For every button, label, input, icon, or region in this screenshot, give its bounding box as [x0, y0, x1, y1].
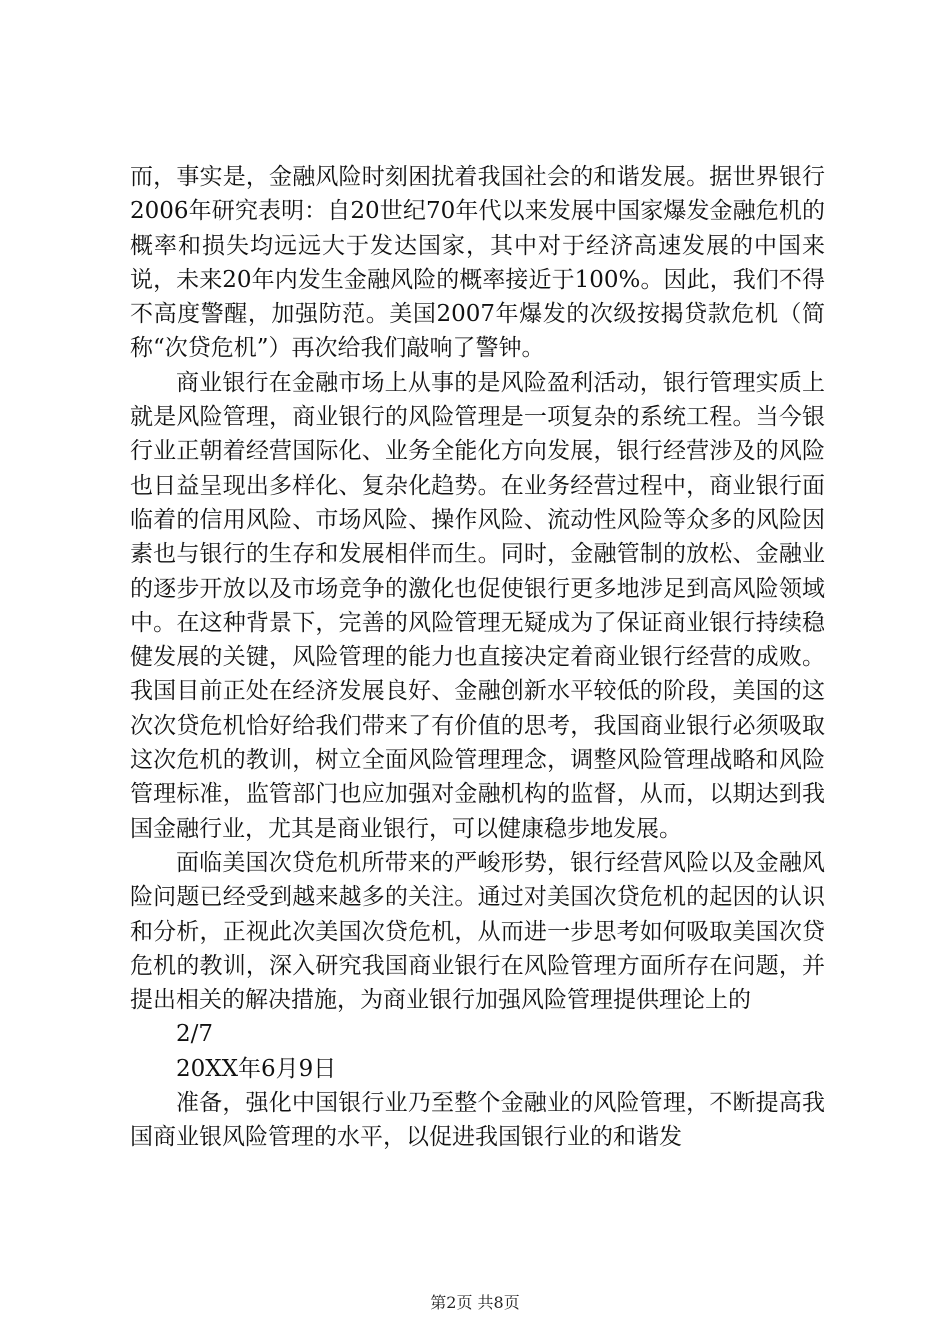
date-line: 20XX年6月9日 — [176, 1055, 337, 1082]
page-marker: 2/7 — [176, 1021, 214, 1048]
paragraph-3: 面临美国次贷危机所带来的严峻形势，银行经营风险以及金融风险问题已经受到越来越多的关注。通过对美国次贷危机的起因的认识和分析，正视此次美国次贷危机，从而进一步思考如何吸取美国次贷危机的教训，深入研究我国商业银行在风险管理方面所存在问题，并提出相关的解决措施，为商业银行加强风险管理提供理论上的 — [130, 849, 825, 1014]
paragraph-2: 商业银行在金融市场上从事的是风险盈利活动，银行管理实质上就是风险管理，商业银行的风险管理是一项复杂的系统工程。当今银行业正朝着经营国际化、业务全能化方向发展，银行经营涉及的风险也日益呈现出多样化、复杂化趋势。在业务经营过程中，商业银行面临着的信用风险、市场风险、操作风险、流动性风险等众多的风险因素也与银行的生存和发展相伴而生。同时，金融管制的放松、金融业的逐步开放以及市场竞争的激化也促使银行更多地涉足到高风险领域中。在这种背景下，完善的风险管理无疑成为了保证商业银行持续稳健发展的关键，风险管理的能力也直接决定着商业银行经营的成败。我国目前正处在经济发展良好、金融创新水平较低的阶段，美国的这次次贷危机恰好给我们带来了有价值的思考，我国商业银行必须吸取这次危机的教训，树立全面风险管理理念，调整风险管理战略和风险管理标准，监管部门也应加强对金融机构的监督，从而，以期达到我国金融行业，尤其是商业银行，可以健康稳步地发展。 — [130, 369, 825, 842]
paragraph-1: 而，事实是，金融风险时刻困扰着我国社会的和谐发展。据世界银行2006年研究表明：自20世纪70年代以来发展中国家爆发金融危机的概率和损失均远远大于发达国家，其中对于经济高速发展的中国来说，未来20年内发生金融风险的概率接近于100%。因此，我们不得不高度警醒，加强防范。美国2007年爆发的次级按揭贷款危机（简称“次贷危机”）再次给我们敲响了警钟。 — [130, 164, 825, 362]
page-footer: 第2页 共8页 — [430, 1293, 520, 1312]
document-body — [130, 160, 825, 1155]
paragraph-4: 准备，强化中国银行业乃至整个金融业的风险管理，不断提高我国商业银风险管理的水平，以促进我国银行业的和谐发 — [130, 1090, 825, 1151]
